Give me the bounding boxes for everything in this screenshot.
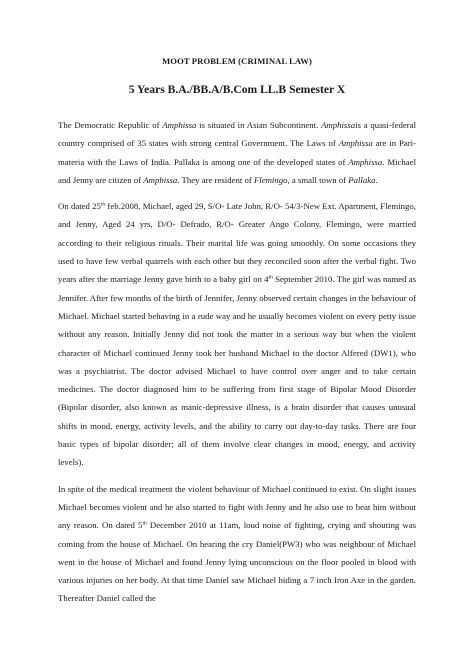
paragraph-incident [58,480,416,608]
paragraph-intro [58,116,416,189]
text-span: The Democratic Republic of [58,120,163,130]
text-span: is situated in Asian Subcontinent. [196,120,322,130]
italic-place-name: Amphissa [348,156,383,167]
document-subtitle: 5 Years B.A./BB.A/B.Com LL.B Semester X [128,83,346,96]
text-span: In spite of the medical treatment the violent behaviour of Michael continued to exist. On slight issues Michael becomes violent and he also started to fight with Jenny and he also use to beat him without any reason. On dated 5 [58,483,416,531]
text-span: . They are resident of [177,174,254,185]
italic-place-name: Flemingo [253,174,288,185]
text-span: December 2010 at 11am, loud noise of fighting, crying and shouting was coming from the house of Michael. On hearing the cry Daniel(PW3) who was neighbour of Michael went in the house of Michael and found Jenny lying unconscious on the floor pooled in blood with various injuries on her body. At that time Daniel saw Michael hiding a 7 inch Iron Axe in the garden. Thereafter Daniel called the [58,520,416,604]
italic-place-name: Amphissa [321,120,356,130]
ordinal-suffix: th [268,274,273,281]
text-span: feb.2008, Michael, aged 29, S/O- Late John, R/O- 54/3-New Ext. Apartment, Flemingo, and Jenny, Aged 24 yrs, D/O- Defrado, R/O- Greater Ango Colony, Flemingo, were married according to their religious rituals. Their marital life was going smoothly. On some occasions they used to have few verbal quarrels with each other but they reconciled soon after the verbal fight. Two years after the marriage Jenny gave birth to a baby girl on 4 [58,201,416,285]
ordinal-suffix: th [100,201,106,208]
text-span: . Michael and Jenny are citizen of [58,156,416,185]
text-span: , a small town of [287,174,349,185]
italic-place-name: Pallaka [348,174,376,185]
text-span: September 2010. The girl was named as Jennifer. After few months of the birth of Jennifer, Jenny observed certain changes in the behaviour of Michael. Michael started behaving in a rude way and he usually becomes violent on every petty issue without any reason. Initially Jenny did not took the matter in a serious way but when the violent character of Michael continued Jenny took her husband Michael to the doctor Alfered (DW1), who was a psychiatrist. The doctor advised Michael to have control over anger and to take certain medicines. The doctor diagnosed him to be suffering from first stage of Bipolar Mood Disorder (Bipolar disorder, also known as manic-depressive illness, is a brain disorder that causes unusual shifts in mood, energy, activity levels, and the ability to carry out day-to-day tasks. There are four basic types of bipolar disorder; all of them involve clear changes in mood, energy, and activity levels). [58,274,416,468]
text-span: On dated 25 [58,201,101,212]
italic-place-name: Amphissa [338,138,373,149]
text-span: is a quasi-federal country comprised of 35 states with strong central Government. The Laws of [58,120,416,149]
paragraph-marriage [58,197,416,471]
ordinal-suffix: th [142,520,147,527]
italic-place-name: Amphissa [162,120,197,130]
text-span: . [375,174,378,185]
text-span: are in Pari-materia with the Laws of India. Pallaka is among one of the developed states of [58,138,417,167]
document-title: MOOT PROBLEM (CRIMINAL LAW) [162,56,312,66]
italic-place-name: Amphissa [143,174,178,185]
